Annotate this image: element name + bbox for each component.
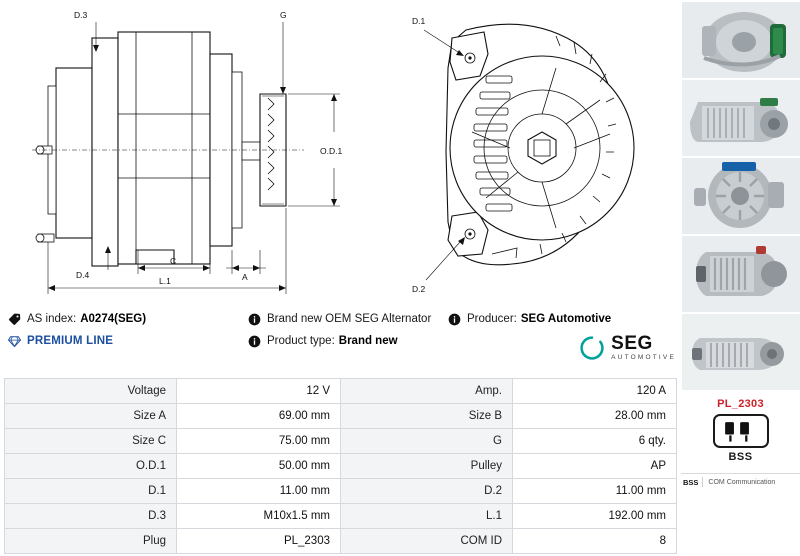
legend-text: COM Communication — [708, 478, 776, 486]
legend-tag: BSS — [683, 477, 699, 487]
info-column-type — [248, 308, 448, 352]
plug-shape-icon — [713, 414, 769, 448]
alternator-front-view-drawing — [360, 2, 676, 304]
product-photo-5[interactable] — [682, 314, 800, 390]
producer-value: SEG Automotive — [520, 313, 612, 325]
spec-value: 69.00 mm — [177, 404, 341, 429]
spec-value: M10x1.5 mm — [177, 504, 341, 529]
brand-new-row — [248, 308, 448, 330]
table-row — [5, 504, 677, 529]
label-d1: D.1 — [412, 16, 426, 26]
table-row — [5, 454, 677, 479]
spec-value: 120 A — [513, 379, 677, 404]
spec-value: 75.00 mm — [177, 429, 341, 454]
tag-icon — [8, 313, 21, 326]
table-row — [5, 404, 677, 429]
info-circle-icon — [448, 313, 461, 326]
label-od1: O.D.1 — [320, 146, 343, 156]
seg-logo-primary: SEG — [611, 333, 653, 354]
product-photo-3[interactable] — [682, 158, 800, 234]
spec-key: G — [341, 429, 513, 454]
diamond-icon — [8, 335, 21, 348]
info-circle-icon — [248, 313, 261, 326]
spec-value: 11.00 mm — [177, 479, 341, 504]
spec-value: 28.00 mm — [513, 404, 677, 429]
as-index-row — [8, 308, 248, 330]
spec-key: COM ID — [341, 529, 513, 554]
info-column-index — [8, 308, 248, 352]
alternator-side-view-drawing — [4, 2, 356, 304]
specification-table — [4, 378, 677, 554]
label-d4: D.4 — [76, 270, 90, 280]
product-photo-column — [680, 0, 800, 556]
spec-key: D.3 — [5, 504, 177, 529]
premium-line-label: PREMIUM LINE — [27, 335, 114, 347]
spec-value: AP — [513, 454, 677, 479]
seg-logo-secondary: AUTOMOTIVE — [611, 354, 676, 361]
seg-automotive-logo — [579, 334, 676, 362]
spec-value: 50.00 mm — [177, 454, 341, 479]
product-photo-1[interactable] — [682, 2, 800, 78]
spec-value: 12 V — [177, 379, 341, 404]
spec-key: L.1 — [341, 504, 513, 529]
seg-mark-icon — [579, 335, 605, 361]
premium-line-row — [8, 330, 248, 352]
product-photo-4[interactable] — [682, 236, 800, 312]
spec-value: 8 — [513, 529, 677, 554]
spec-key: Pulley — [341, 454, 513, 479]
brand-new-label: Brand new OEM SEG Alternator — [267, 313, 432, 325]
legend-separator — [702, 477, 703, 487]
spec-key: Amp. — [341, 379, 513, 404]
table-row — [5, 379, 677, 404]
label-d3: D.3 — [74, 10, 88, 20]
product-type-label: Product type: — [267, 335, 335, 347]
technical-drawings — [0, 0, 680, 306]
spec-value: 6 qty. — [513, 429, 677, 454]
spec-value: 192.00 mm — [513, 504, 677, 529]
spec-key: Size A — [5, 404, 177, 429]
product-type-row — [248, 330, 448, 352]
table-row — [5, 529, 677, 554]
spec-key: Size C — [5, 429, 177, 454]
table-row — [5, 429, 677, 454]
as-index-label: AS index: — [27, 313, 77, 325]
legend-row — [681, 473, 800, 487]
label-g: G — [280, 10, 287, 20]
plug-code: PL_2303 — [717, 398, 764, 410]
spec-key: D.2 — [341, 479, 513, 504]
product-info-strip — [0, 308, 680, 376]
label-a: A — [242, 272, 248, 282]
plug-name: BSS — [728, 451, 753, 463]
spec-key: Size B — [341, 404, 513, 429]
product-type-value: Brand new — [338, 335, 398, 347]
producer-row — [448, 308, 680, 330]
producer-label: Producer: — [467, 313, 517, 325]
table-row — [5, 479, 677, 504]
spec-value: PL_2303 — [177, 529, 341, 554]
info-column-producer — [448, 308, 680, 361]
spec-value: 11.00 mm — [513, 479, 677, 504]
info-circle-icon — [248, 335, 261, 348]
label-l1: L.1 — [159, 276, 171, 286]
as-index-value: A0274(SEG) — [80, 313, 147, 325]
spec-key: D.1 — [5, 479, 177, 504]
spec-key: O.D.1 — [5, 454, 177, 479]
spec-key: Voltage — [5, 379, 177, 404]
label-c: C — [170, 256, 177, 266]
label-d2: D.2 — [412, 284, 426, 294]
spec-key: Plug — [5, 529, 177, 554]
product-photo-2[interactable] — [682, 80, 800, 156]
